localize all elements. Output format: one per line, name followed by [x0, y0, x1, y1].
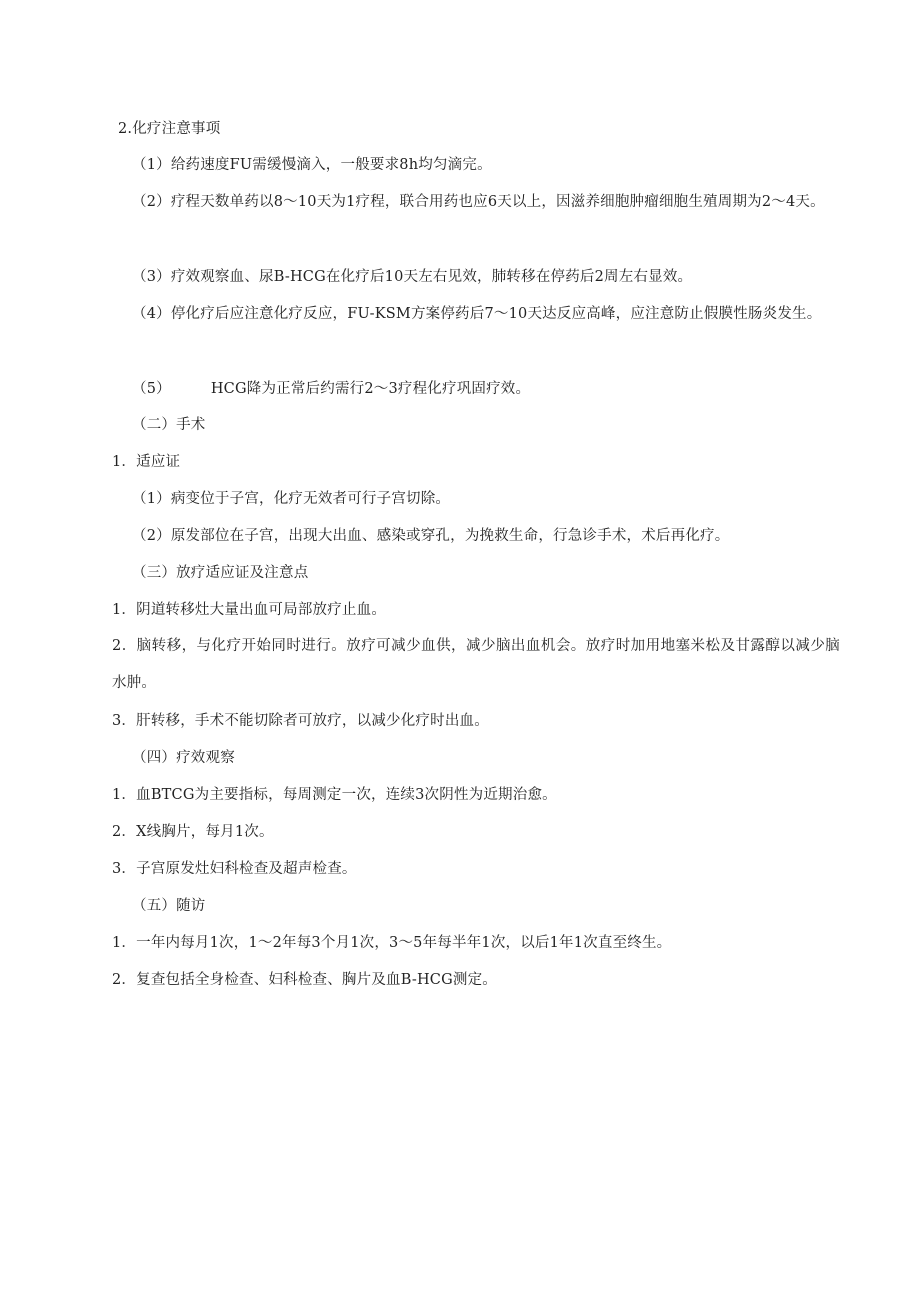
section-heading-radiotherapy: （三）放疗适应证及注意点 [132, 565, 309, 581]
surgery-item-1: （1）病变位于子宫，化疗无效者可行子宫切除。 [132, 491, 451, 507]
section-heading-efficacy: （四）疗效观察 [132, 750, 235, 766]
paragraph-4: （4）停化疗后应注意化疗反应，FU-KSM方案停药后7～10天达反应高峰，应注意防止假膜性肠炎发生。 [132, 306, 822, 322]
paragraph-3: （3）疗效观察血、尿B-HCG在化疗后10天左右见效，肺转移在停药后2周左右显效。 [132, 269, 693, 285]
paragraph-1: （1）给药速度FU需缓慢滴入，一般要求8h均匀滴完。 [132, 157, 492, 173]
radiotherapy-item-1: 1．阴道转移灶大量出血可局部放疗止血。 [112, 602, 387, 618]
paragraph-5-text: HCG降为正常后约需行2～3疗程化疗巩固疗效。 [210, 381, 531, 397]
radiotherapy-item-3: 3．肝转移，手术不能切除者可放疗，以减少化疗时出血。 [112, 713, 489, 729]
section-heading-followup: （五）随访 [132, 898, 206, 914]
section-heading-chemo-notes: 2.化疗注意事项 [118, 121, 221, 137]
paragraph-5-number: （5） [132, 381, 171, 397]
section-heading-surgery: （二）手术 [132, 417, 206, 433]
subheading-indications: 1．适应证 [112, 454, 181, 470]
paragraph-2: （2）疗程天数单药以8～10天为1疗程，联合用药也应6天以上，因滋养细胞肿瘤细胞生殖周期为2～4天。 [132, 194, 825, 210]
followup-item-1: 1．一年内每月1次，1～2年每3个月1次，3～5年每半年1次，以后1年1次直至终生。 [112, 935, 672, 951]
radiotherapy-item-2: 2．脑转移，与化疗开始同时进行。放疗可减少血供，减少脑出血机会。放疗时加用地塞米松及甘露醇以减少脑水肿。 [112, 638, 840, 691]
efficacy-item-2: 2．X线胸片，每月1次。 [112, 824, 274, 840]
efficacy-item-3: 3．子宫原发灶妇科检查及超声检查。 [112, 861, 357, 877]
surgery-item-2: （2）原发部位在子宫，出现大出血、感染或穿孔，为挽救生命，行急诊手术，术后再化疗。 [132, 528, 730, 544]
paragraph-5 [132, 380, 530, 398]
followup-item-2: 2．复查包括全身检查、妇科检查、胸片及血B-HCG测定。 [112, 972, 497, 988]
efficacy-item-1: 1．血BTCG为主要指标，每周测定一次，连续3次阴性为近期治愈。 [112, 787, 557, 803]
